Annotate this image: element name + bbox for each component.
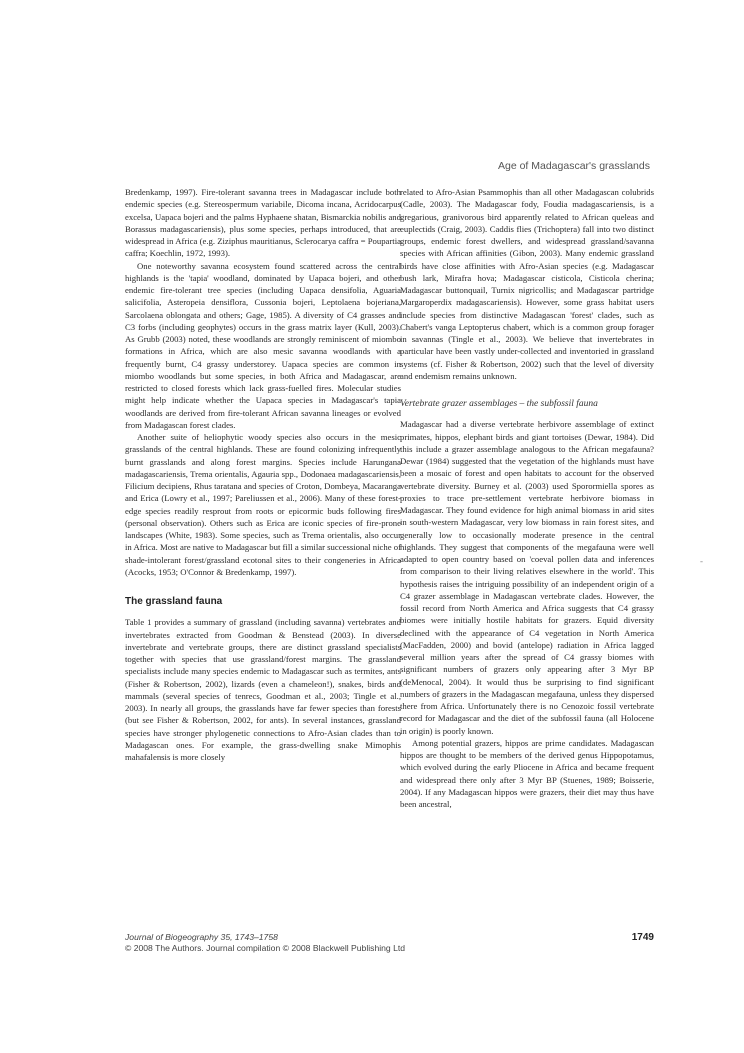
page-number: 1749 xyxy=(631,932,654,943)
left-paragraph-3: Another suite of heliophytic woody species also occurs in the mesic grasslands of the central highlands. These are found colonizing infrequently burnt grasslands and along forest margins. Species include Harungana madagascariensis, Trema orientalis, Agauria spp., Dodonaea madagascariensis, Filicium decipiens, Rhus taratana and species of Croton, Dombeya, Macaranga and Erica (Lowry et al., 1997; Pareliussen et al., 2006). Many of these forest-edge species readily resprout from roots or epicormic buds following fires (personal observation). Others such as Erica are iconic species of fire-prone landscapes (White, 1983). Some species, such as Trema orientalis, also occur in Africa. Most are native to Madagascar but fill a similar successional niche of shade-intolerant forest/grassland ecotonal sites to their congeneries in Africa (Acocks, 1953; O'Connor & Bredenkamp, 1997). xyxy=(125,432,401,577)
left-paragraph-1: Bredenkamp, 1997). Fire-tolerant savanna trees in Madagascar include both endemic species (e.g. Stereospermum variabile, Dicoma incana, Acridocarpus excelsa, Uapaca bojeri and the palms Hyphaene shatan, Bismarckia nobilis and Borassus madagascariensis), plus some species, perhaps introduced, that are widespread in Africa (e.g. Ziziphus mauritianus, Sclerocarya caffra = Poupartia caffra; Koechlin, 1972, 1993). xyxy=(125,187,401,259)
left-column xyxy=(125,186,401,763)
left-paragraph-4: Table 1 provides a summary of grassland (including savanna) vertebrates and invertebrates extracted from Goodman & Benstead (2003). In diverse invertebrate and vertebrate groups, there are distinct grassland specialists together with species that use grassland/forest margins. The grassland specialists include many species endemic to Madagascar such as termites, ants (Fisher & Robertson, 2002), lizards (even a chameleon!), snakes, birds and mammals (several species of tenrecs, Goodman et al., 2003; Tingle et al., 2003). In nearly all groups, the grasslands have far fewer species than forests (but see Fisher & Robertson, 2002, for ants). In several instances, grassland species have stronger phylogenetic connections to Afro-Asian clades than to Madagascan ones. For example, the grass-dwelling snake Mimophis mahafalensis is more closely xyxy=(125,617,401,762)
margin-mark: - xyxy=(700,556,703,566)
right-paragraph-1: related to Afro-Asian Psammophis than all other Madagascan colubrids (Cadle, 2003). The Madagascar fody, Foudia madagascariensis, is a gregarious, granivorous bird apparently related to African queleas and euplectids (Craig, 2003). Caddis flies (Trichoptera) fall into two distinct groups, endemic forest dwellers, and widespread grassland/savanna species with African affinities (Gibon, 2003). Many endemic grassland birds have close affinities with Afro-Asian species (e.g. Madagascar bush lark, Mirafra hova; Madagascar cisticola, Cisticola cherina; Madagascar buttonquail, Turnix nigricollis; and Madagascar partridge Margaroperdix madagascariensis). However, some grass habitat users include species from distinctive Madagascan 'forest' clades, such as Chabert's vanga Leptopterus chabert, which is a common group forager in savannas (Tingle et al., 2003). We believe that invertebrates in particular have been vastly under-collected and inventoried in grassland systems (cf. Fisher & Robertson, 2002) such that the level of diversity and endemism remains unknown. xyxy=(400,187,654,381)
subsection-heading-vertebrate-grazers: Vertebrate grazer assemblages – the subfossil fauna xyxy=(400,399,598,409)
copyright-line: © 2008 The Authors. Journal compilation © 2008 Blackwell Publishing Ltd xyxy=(125,943,406,953)
journal-citation: Journal of Biogeography 35, 1743–1758 xyxy=(125,932,278,942)
right-column xyxy=(400,186,654,810)
section-heading-grassland-fauna: The grassland fauna xyxy=(125,596,223,607)
right-paragraph-3: Among potential grazers, hippos are prime candidates. Madagascan hippos are thought to be members of the derived genus Hippopotamus, which evolved during the early Pliocene in Africa and became frequent and widespread there only after 3 Myr BP (Stuenes, 1989; Boisserie, 2004). If any Madagascan hippos were grazers, their diet may thus have been ancestral, xyxy=(400,737,654,809)
running-head: Age of Madagascar's grasslands xyxy=(497,160,650,172)
right-paragraph-2: Madagascar had a diverse vertebrate herbivore assemblage of extinct primates, hippos, elephant birds and giant tortoises (Dewar, 1984). Did this include a grazer assemblage analogous to the African megafauna? Dewar (1984) suggested that the vegetation of the highlands must have been a mosaic of forest and open habitats to account for the observed vertebrate diversity. Burney et al. (2003) used Sporormiella spores as proxies to trace pre-settlement vertebrate herbivore biomass in Madagascar. They found evidence for high animal biomass in arid sites in south-western Madagascar, very low biomass in rain forest sites, and generally low to occasionally moderate presence in the central highlands. They suggest that components of the megafauna were well adapted to open country based on 'coeval pollen data and inferences from comparison to their living relatives elsewhere in the world'. This hypothesis raises the intriguing possibility of an independent origin of a C4 grazer assemblage in Madagascan vertebrate clades. However, the fossil record from North America and Africa suggests that C4 grassy biomes were initially hostile habitats for grazers. Equid diversity declined with the appearance of C4 vegetation in North America (MacFadden, 2000) and bovid (antelope) radiation in Africa lagged several million years after the spread of C4 grassy biomes with significant numbers of grazers only appearing after 3 Myr BP (deMenocal, 2004). It would thus be surprising to find significant numbers of grazers in the Madagascan megafauna, unless they dispersed there from Africa. Unfortunately there is no Cenozoic fossil vertebrate record for Madagascar and the diet of the subfossil fauna (all Holocene in origin) is poorly known. xyxy=(400,419,654,736)
left-paragraph-2: One noteworthy savanna ecosystem found scattered across the central highlands is the 'tapia' woodland, dominated by Uapaca bojeri, and other endemic fire-tolerant tree species (including Uapaca densifolia, Aguaria salicifolia, Asteropeia densiflora, Cussonia bojeri, Leptolaena bojeriana, Sarcolaena oblongata and others; Gage, 1985). A diversity of C4 grasses and C3 forbs (including geophytes) occurs in the grass matrix layer (Kull, 2003). As Grubb (2003) noted, these woodlands are strongly reminiscent of miombo formations in Africa, which are also mesic savanna woodlands with a frequently burnt, C4 grassy understorey. Uapaca species are common in miombo woodlands but some species, in both Africa and Madagascar, are restricted to closed forests which lack grass-fuelled fires. Molecular studies might help indicate whether the Uapaca species in Madagascar's tapia woodlands are derived from fire-tolerant African savanna lineages or evolved from Madagascan forest clades. xyxy=(125,260,401,430)
page-footer xyxy=(125,932,654,954)
